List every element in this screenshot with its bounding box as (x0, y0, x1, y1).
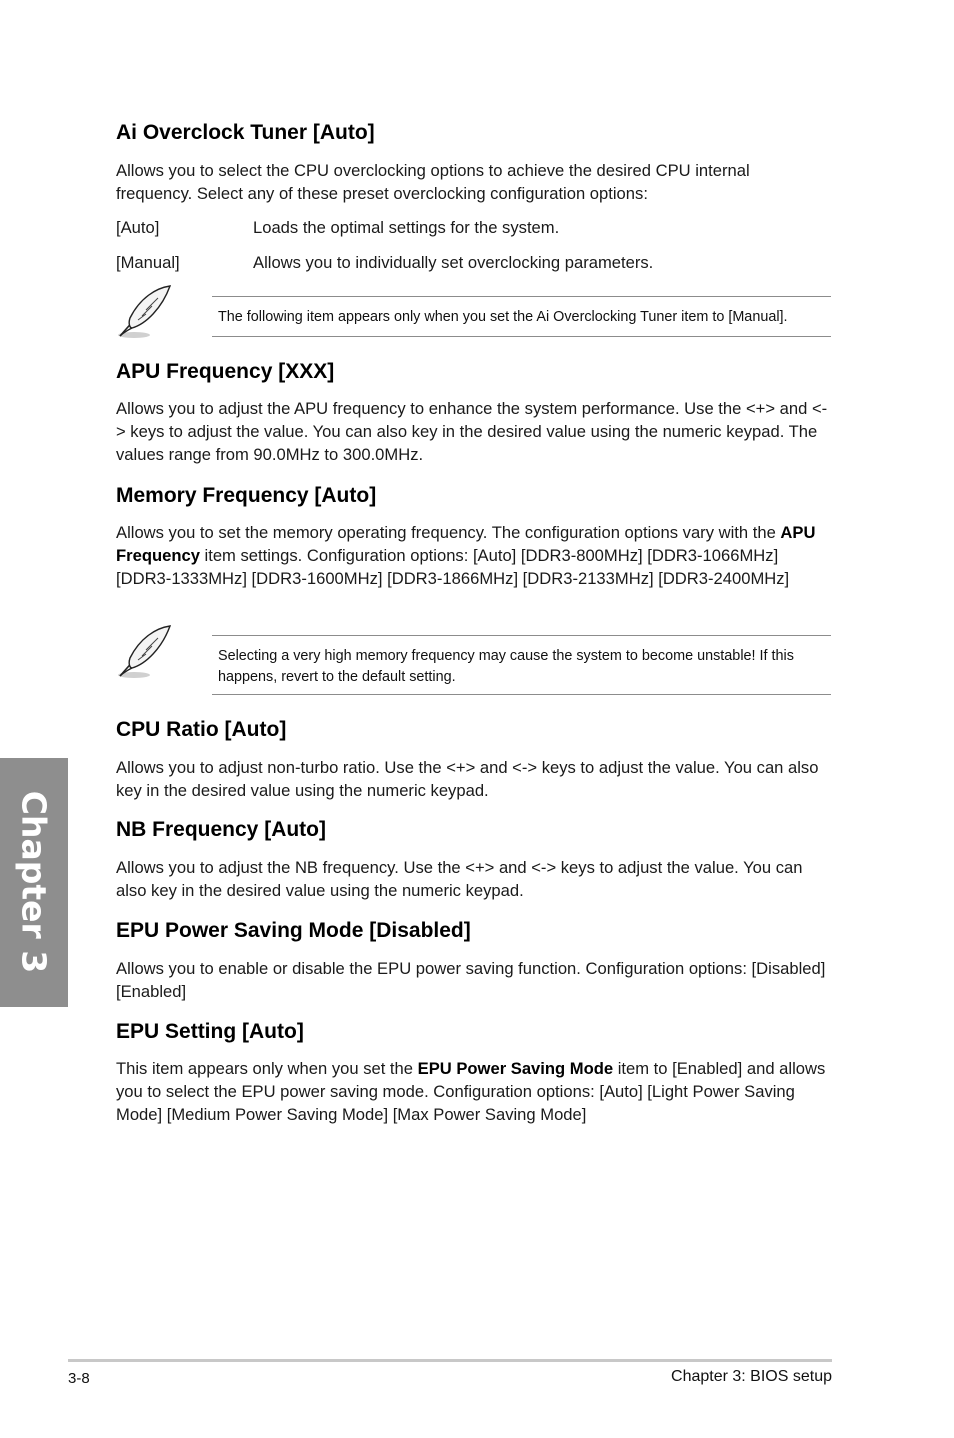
footer-chapter-title: Chapter 3: BIOS setup (671, 1368, 832, 1385)
paragraph-epu-setting: This item appears only when you set the EPU Power Saving Mode item to [Enabled] and allows you to select the EPU power saving mode. Configuration options: [Auto] [Light Power Saving Mode] [Medium Power Saving Mode] [Max Power Saving Mode] (116, 1059, 826, 1124)
footer-page-number: 3-8 (68, 1370, 90, 1387)
bold-epu-power-saving-mode: EPU Power Saving Mode (417, 1059, 614, 1078)
paragraph-memory-frequency: Allows you to set the memory operating frequency. The configuration options vary with the APU Frequency item settings. Configuration options: [Auto] [DDR3-800MHz] [DDR3-1066MHz] [DDR3-1333MHz] [DDR3-1600MHz] [DDR3-1866MHz] [DDR3-2133MHz] [DDR3-2400MHz] (116, 523, 816, 588)
option-key: [Manual] (116, 253, 180, 272)
heading-apu-frequency: APU Frequency [XXX] (116, 360, 335, 383)
option-key: [Auto] (116, 218, 160, 237)
feather-pen-icon (116, 624, 174, 680)
paragraph-epu-power-saving-mode: Allows you to enable or disable the EPU power saving function. Configuration options: [Disabled] [Enabled] (116, 959, 826, 1001)
note-ai-tuner: The following item appears only when you set the Ai Overclocking Tuner item to [Manual]. (212, 296, 831, 337)
heading-cpu-ratio: CPU Ratio [Auto] (116, 718, 287, 741)
heading-memory-frequency: Memory Frequency [Auto] (116, 484, 377, 507)
chapter-side-tab (0, 758, 68, 1007)
paragraph-nb-frequency: Allows you to adjust the NB frequency. Use the <+> and <-> keys to adjust the value. You can also key in the desired value using the numeric keypad. (116, 858, 803, 900)
option-desc: Allows you to individually set overclocking parameters. (253, 253, 654, 272)
feather-pen-icon (116, 284, 174, 340)
option-row-manual (116, 251, 654, 274)
heading-epu-setting: EPU Setting [Auto] (116, 1020, 304, 1043)
heading-ai-overclock-tuner: Ai Overclock Tuner [Auto] (116, 121, 375, 144)
note-memory-frequency: Selecting a very high memory frequency may cause the system to become unstable! If this happens, revert to the default setting. (212, 635, 831, 695)
bold-apu-frequency: APU Frequency (116, 523, 816, 565)
chapter-side-tab-label: Chapter 3 (14, 790, 54, 974)
heading-nb-frequency: NB Frequency [Auto] (116, 818, 326, 841)
paragraph-ai-overclock-tuner: Allows you to select the CPU overclocking options to achieve the desired CPU internal frequency. Select any of these preset overclocking configuration options: (116, 161, 750, 203)
footer-divider (68, 1359, 832, 1362)
option-row-auto (116, 216, 560, 239)
option-desc: Loads the optimal settings for the system. (253, 218, 560, 237)
paragraph-cpu-ratio: Allows you to adjust non-turbo ratio. Use the <+> and <-> keys to adjust the value. You can also key in the desired value using the numeric keypad. (116, 758, 819, 800)
paragraph-apu-frequency: Allows you to adjust the APU frequency to enhance the system performance. Use the <+> and <-> keys to adjust the value. You can also key in the desired value using the numeric keypad. The values range from 90.0MHz to 300.0MHz. (116, 399, 828, 464)
heading-epu-power-saving-mode: EPU Power Saving Mode [Disabled] (116, 919, 471, 942)
